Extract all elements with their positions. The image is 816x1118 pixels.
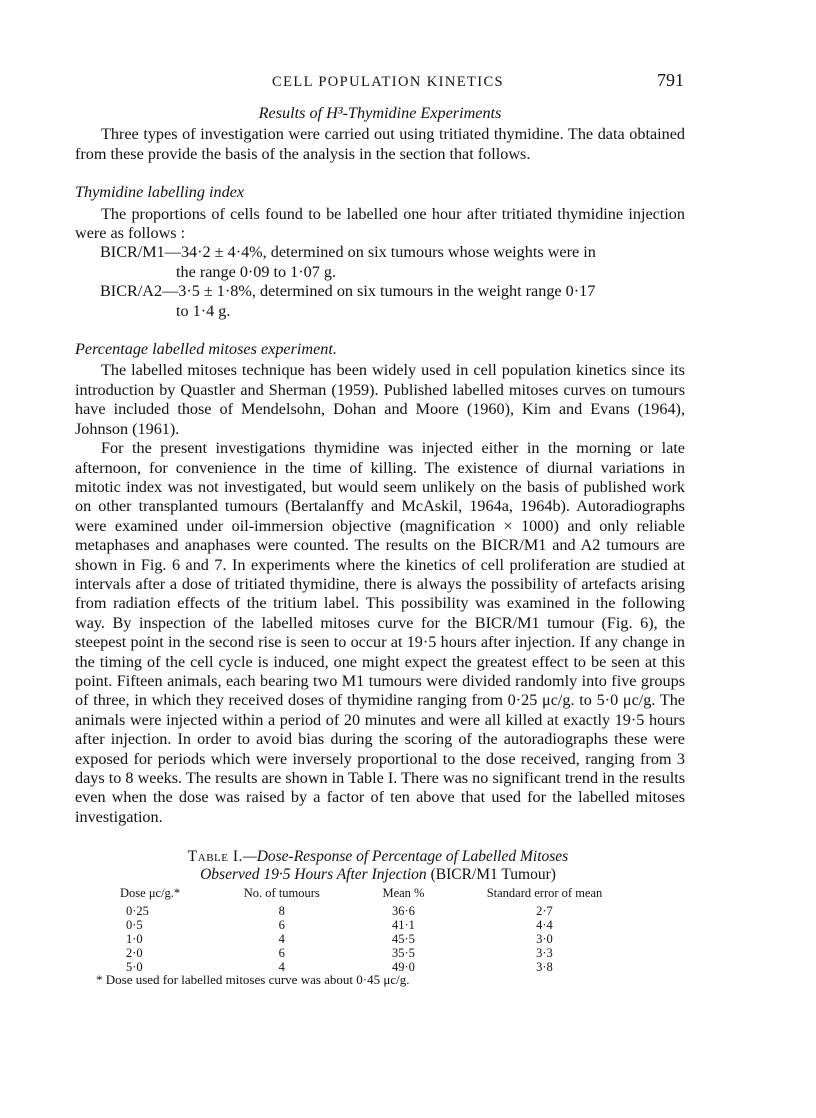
- cell-dose: 2·0: [126, 946, 143, 960]
- table-caption: [98, 848, 658, 884]
- labelling-index-item-a2: [75, 282, 685, 321]
- cell-dose: 1·0: [126, 932, 143, 946]
- table-row: [112, 932, 632, 946]
- table-caption-line1: —Dose-Response of Percentage of Labelled Mitoses: [242, 848, 569, 865]
- cell-dose: 0·5: [126, 918, 143, 932]
- cell-dose: 5·0: [126, 960, 143, 974]
- cell-std-error: 3·8: [536, 960, 553, 974]
- table-caption-line2: Observed 19·5 Hours After Injection: [200, 866, 427, 883]
- item-a2-text: BICR/A2—3·5 ± 1·8%, determined on six tumours in the weight range 0·17: [100, 282, 596, 301]
- page-number: 791: [657, 70, 684, 90]
- cell-tumours: 6: [278, 946, 285, 960]
- table-row: [112, 946, 632, 960]
- table-caption-paren: (BICR/M1 Tumour): [430, 866, 556, 883]
- labelling-index-intro: The proportions of cells found to be labelled one hour after tritiated thymidine injection were as follows :: [75, 204, 685, 243]
- header-mean: Mean %: [382, 886, 425, 900]
- cell-tumours: 4: [278, 932, 285, 946]
- item-m1-text: BICR/M1—34·2 ± 4·4%, determined on six tumours whose weights were in: [100, 243, 596, 262]
- cell-tumours: 6: [278, 918, 285, 932]
- cell-mean: 45·5: [391, 932, 415, 946]
- cell-tumours: 8: [278, 904, 285, 918]
- cell-std-error: 2·7: [536, 904, 553, 918]
- cell-std-error: 4·4: [536, 918, 553, 932]
- running-title: CELL POPULATION KINETICS: [272, 74, 505, 90]
- table-header-row: [112, 886, 632, 904]
- labelling-index-item-m1: [75, 243, 685, 282]
- mitoses-paragraph-2: For the present investigations thymidine was injected either in the morning or late afternoon, for convenience in the time of killing. The existence of diurnal variations in mitotic index was not investigated, but would seem unlikely on the basis of published work on other transplanted tumours (Bertalanffy and McAskil, 1964a, 1964b). Autoradiographs were examined under oil-immersion objective (magnification × 1000) and only reliable metaphases and anaphases were counted. The results on the BICR/M1 and A2 tumours are shown in Fig. 6 and 7. In experiments where the kinetics of cell proliferation are studied at intervals after a dose of tritiated thymidine, there is always the possibility of artefacts arising from radiation effects of the tritium label. This possibility was examined in the following way. By inspection of the labelled mitoses curve for the BICR/M1 tumour (Fig. 6), the steepest point in the second rise is seen to occur at 19·5 hours after injection. If any change in the timing of the cell cycle is induced, one might expect the greatest effect to be seen at this point. Fifteen animals, each bearing two M1 tumours were divided randomly into five groups of three, in which they received doses of thymidine ranging from 0·25 μc/g. to 5·0 μc/g. The animals were injected within a period of 20 minutes and were all killed at exactly 19·5 hours after injection. In order to avoid bias during the scoring of the autoradiographs these were exposed for periods which were inversely proportional to the dose received, ranging from 3 days to 8 weeks. The results are shown in Table I. There was no significant trend in the results even when the dose was raised by a factor of ten above that used for the labelled mitoses investigation.: [75, 439, 685, 826]
- cell-mean: 35·5: [391, 946, 415, 960]
- cell-std-error: 3·0: [536, 932, 553, 946]
- cell-dose: 0·25: [126, 904, 149, 918]
- item-m1-continuation: the range 0·09 to 1·07 g.: [176, 262, 337, 281]
- header-tumours: No. of tumours: [243, 886, 320, 900]
- header-std-error: Standard error of mean: [486, 886, 603, 900]
- item-a2-continuation: to 1·4 g.: [176, 301, 231, 320]
- labelling-index-heading: Thymidine labelling index: [75, 183, 245, 202]
- table-row: [112, 904, 632, 918]
- header-dose: Dose μc/g.*: [120, 886, 181, 900]
- table-row: [112, 918, 632, 932]
- table-footnote: * Dose used for labelled mitoses curve was about 0·45 μc/g.: [96, 972, 410, 987]
- mitoses-paragraph-1: The labelled mitoses technique has been widely used in cell population kinetics since its introduction by Quastler and Sherman (1959). Published labelled mitoses curves on tumours have included those of Mendelsohn, Dohan and Moore (1960), Kim and Evans (1964), Johnson (1961).: [75, 361, 685, 438]
- cell-mean: 36·6: [391, 904, 415, 918]
- page-header: [0, 70, 816, 94]
- section-intro-paragraph: Three types of investigation were carried out using tritiated thymidine. The data obtained from these provide the basis of the analysis in the section that follows.: [75, 125, 685, 163]
- cell-mean: 49·0: [391, 960, 415, 974]
- cell-mean: 41·1: [391, 918, 415, 932]
- section-title: Results of H³-Thymidine Experiments: [258, 104, 502, 122]
- cell-std-error: 3·3: [536, 946, 553, 960]
- dose-response-table: [112, 886, 632, 974]
- body-text: [75, 104, 685, 827]
- cell-tumours: 4: [278, 960, 285, 974]
- mitoses-heading: Percentage labelled mitoses experiment.: [75, 340, 337, 359]
- table-caption-label: Table I.: [187, 848, 243, 865]
